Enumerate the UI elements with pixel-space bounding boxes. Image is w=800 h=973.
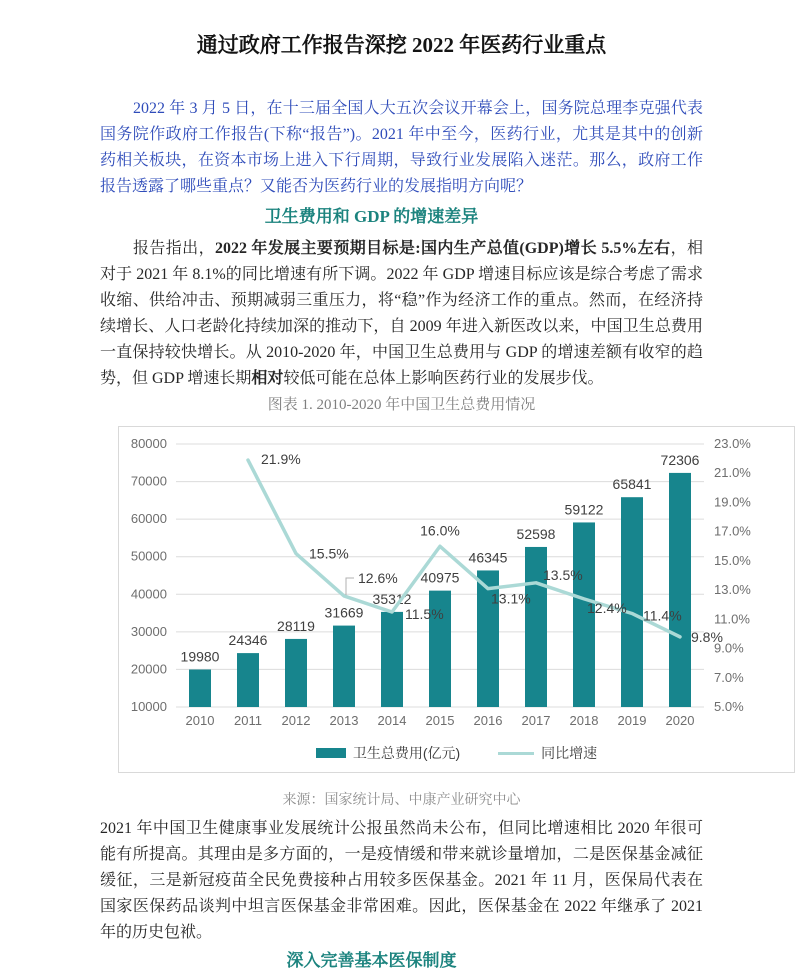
label-callout-line (346, 578, 354, 595)
legend-line-label: 同比增速 (541, 745, 598, 761)
section-heading-health-gdp: 卫生费用和 GDP 的增速差异 (264, 207, 479, 226)
bar-value-label: 35312 (372, 590, 412, 607)
bar-value-label: 72306 (660, 451, 700, 468)
chart-caption: 图表 1. 2010-2020 年中国卫生总费用情况 (267, 397, 536, 413)
chart-svg (119, 427, 794, 772)
bar-2014 (381, 612, 403, 707)
right-axis-label: 5.0% (714, 699, 744, 714)
health-expenditure-chart (118, 426, 795, 773)
x-axis-label: 2020 (665, 713, 695, 728)
growth-value-label: 13.5% (543, 566, 583, 583)
bar-value-label: 24346 (228, 632, 268, 649)
x-axis-label: 2019 (617, 713, 647, 728)
right-axis-label: 17.0% (714, 523, 751, 539)
paragraph-gdp-bold-1: 2022 年发展主要预期目标是:国内生产总值(GDP)增长 5.5%左右 (214, 240, 671, 257)
x-axis-label: 2013 (329, 713, 359, 728)
right-axis-label: 21.0% (714, 465, 751, 481)
growth-value-label: 16.0% (420, 522, 460, 539)
bar-value-label: 46345 (468, 549, 508, 566)
x-axis-label: 2012 (281, 713, 311, 728)
paragraph-gdp-bold-2: 相对 (251, 370, 284, 387)
growth-value-label: 11.4% (643, 607, 682, 624)
left-axis-label: 80000 (130, 436, 167, 451)
x-axis-label: 2017 (521, 713, 551, 728)
growth-value-label: 15.5% (309, 545, 349, 562)
right-axis-label: 13.0% (714, 582, 751, 598)
growth-value-label: 13.1% (491, 590, 531, 607)
growth-value-label: 12.6% (358, 569, 398, 586)
right-axis-label: 7.0% (714, 669, 744, 685)
content-column (100, 0, 751, 973)
chart-legend (119, 743, 794, 763)
bar-value-label: 52598 (516, 525, 556, 542)
bar-value-label: 65841 (612, 476, 652, 493)
left-axis-label: 50000 (130, 548, 167, 564)
paragraph-gdp-normal-3: 较低可能在总体上影响医药行业的发展步伐。 (283, 370, 604, 387)
bar-value-label: 19980 (180, 648, 220, 665)
growth-value-label: 12.4% (587, 599, 627, 616)
growth-value-label: 11.5% (405, 606, 444, 623)
growth-value-label: 9.8% (691, 628, 723, 645)
left-axis-label: 70000 (130, 473, 167, 489)
right-axis-label: 15.0% (714, 552, 751, 568)
left-axis-label: 30000 (130, 623, 167, 639)
x-axis-label: 2010 (185, 713, 215, 728)
bar-2013 (333, 626, 355, 707)
bar-value-label: 28119 (277, 617, 315, 634)
legend-item-growth-rate (498, 743, 597, 763)
bar-2020 (669, 473, 691, 707)
right-axis-label: 9.0% (714, 640, 744, 656)
intro-paragraph: 2022 年 3 月 5 日，在十三届全国人大五次会议开幕会上，国务院总理李克强代表国务院作政府工作报告(下称“报告”)。2021 年中至今，医药行业，尤其是其中的创新药相关板块，在资本市场上进入下行周期，导致行业发展陷入迷茫。那么，政府工作报告透露了哪些重点？又能否为医药行业的发展指明方向呢？ (100, 100, 703, 195)
legend-bar-label: 卫生总费用(亿元) (352, 745, 461, 761)
right-axis-label: 19.0% (714, 494, 751, 510)
right-axis-label: 23.0% (714, 436, 751, 451)
right-axis-label: 11.0% (714, 611, 750, 627)
paragraph-medicare-fund: 2021 年中国卫生健康事业发展统计公报虽然尚未公布，但同比增速相比 2020 年很可能有所提高。其理由是多方面的，一是疫情缓和带来就诊量增加，二是医保基金减征缓征，三是新冠疫苗全民免费接种占用较多医保基金。2021 年 11 月，医保局代表在国家医保药品谈判中坦言医保基金非常困难。因此，医保基金在 2022 年继承了 2021 年的历史包袱。 (100, 820, 703, 941)
bar-value-label: 40975 (420, 569, 460, 586)
bar-value-label: 31669 (324, 604, 364, 621)
legend-bar-swatch-icon (316, 748, 346, 758)
x-axis-label: 2016 (473, 713, 503, 728)
bar-value-label: 59122 (564, 501, 604, 518)
page-title: 通过政府工作报告深挖 2022 年医药行业重点 (196, 33, 607, 57)
paragraph-gdp-target (100, 236, 703, 392)
left-axis-label: 60000 (130, 511, 167, 527)
bar-2012 (285, 639, 307, 707)
paragraph-gdp-normal-1: 报告指出， (133, 240, 215, 257)
paragraph-gdp-normal-2: ，相对于 2021 年 8.1%的同比增速有所下调。2022 年 GDP 增速目标应该是综合考虑了需求收缩、供给冲击、预期减弱三重压力，将“稳”作为经济工作的重点。然而，在经济持续增长、人口老龄化持续加深的推动下，自 2009 年进入新医改以来，中国卫生总费用一直保持较快增长。从 2010-2020 年，中国卫生总费用与 GDP 的增速差额有收窄的趋势，但 GDP 增速长期 (100, 240, 703, 387)
left-axis-label: 20000 (130, 661, 167, 677)
x-axis-label: 2015 (425, 713, 455, 728)
legend-item-total-expenditure (316, 743, 460, 763)
legend-line-swatch-icon (498, 752, 534, 755)
left-axis-label: 10000 (130, 699, 167, 714)
bar-2011 (237, 653, 259, 707)
x-axis-label: 2011 (234, 713, 262, 728)
chart-source: 来源：国家统计局、中康产业研究中心 (282, 793, 521, 808)
x-axis-label: 2018 (569, 713, 599, 728)
bar-2010 (189, 670, 211, 707)
left-axis-label: 40000 (130, 586, 167, 602)
x-axis-label: 2014 (377, 713, 407, 728)
section-heading-medical-insurance: 深入完善基本医保制度 (286, 951, 457, 970)
growth-value-label: 21.9% (261, 451, 301, 468)
